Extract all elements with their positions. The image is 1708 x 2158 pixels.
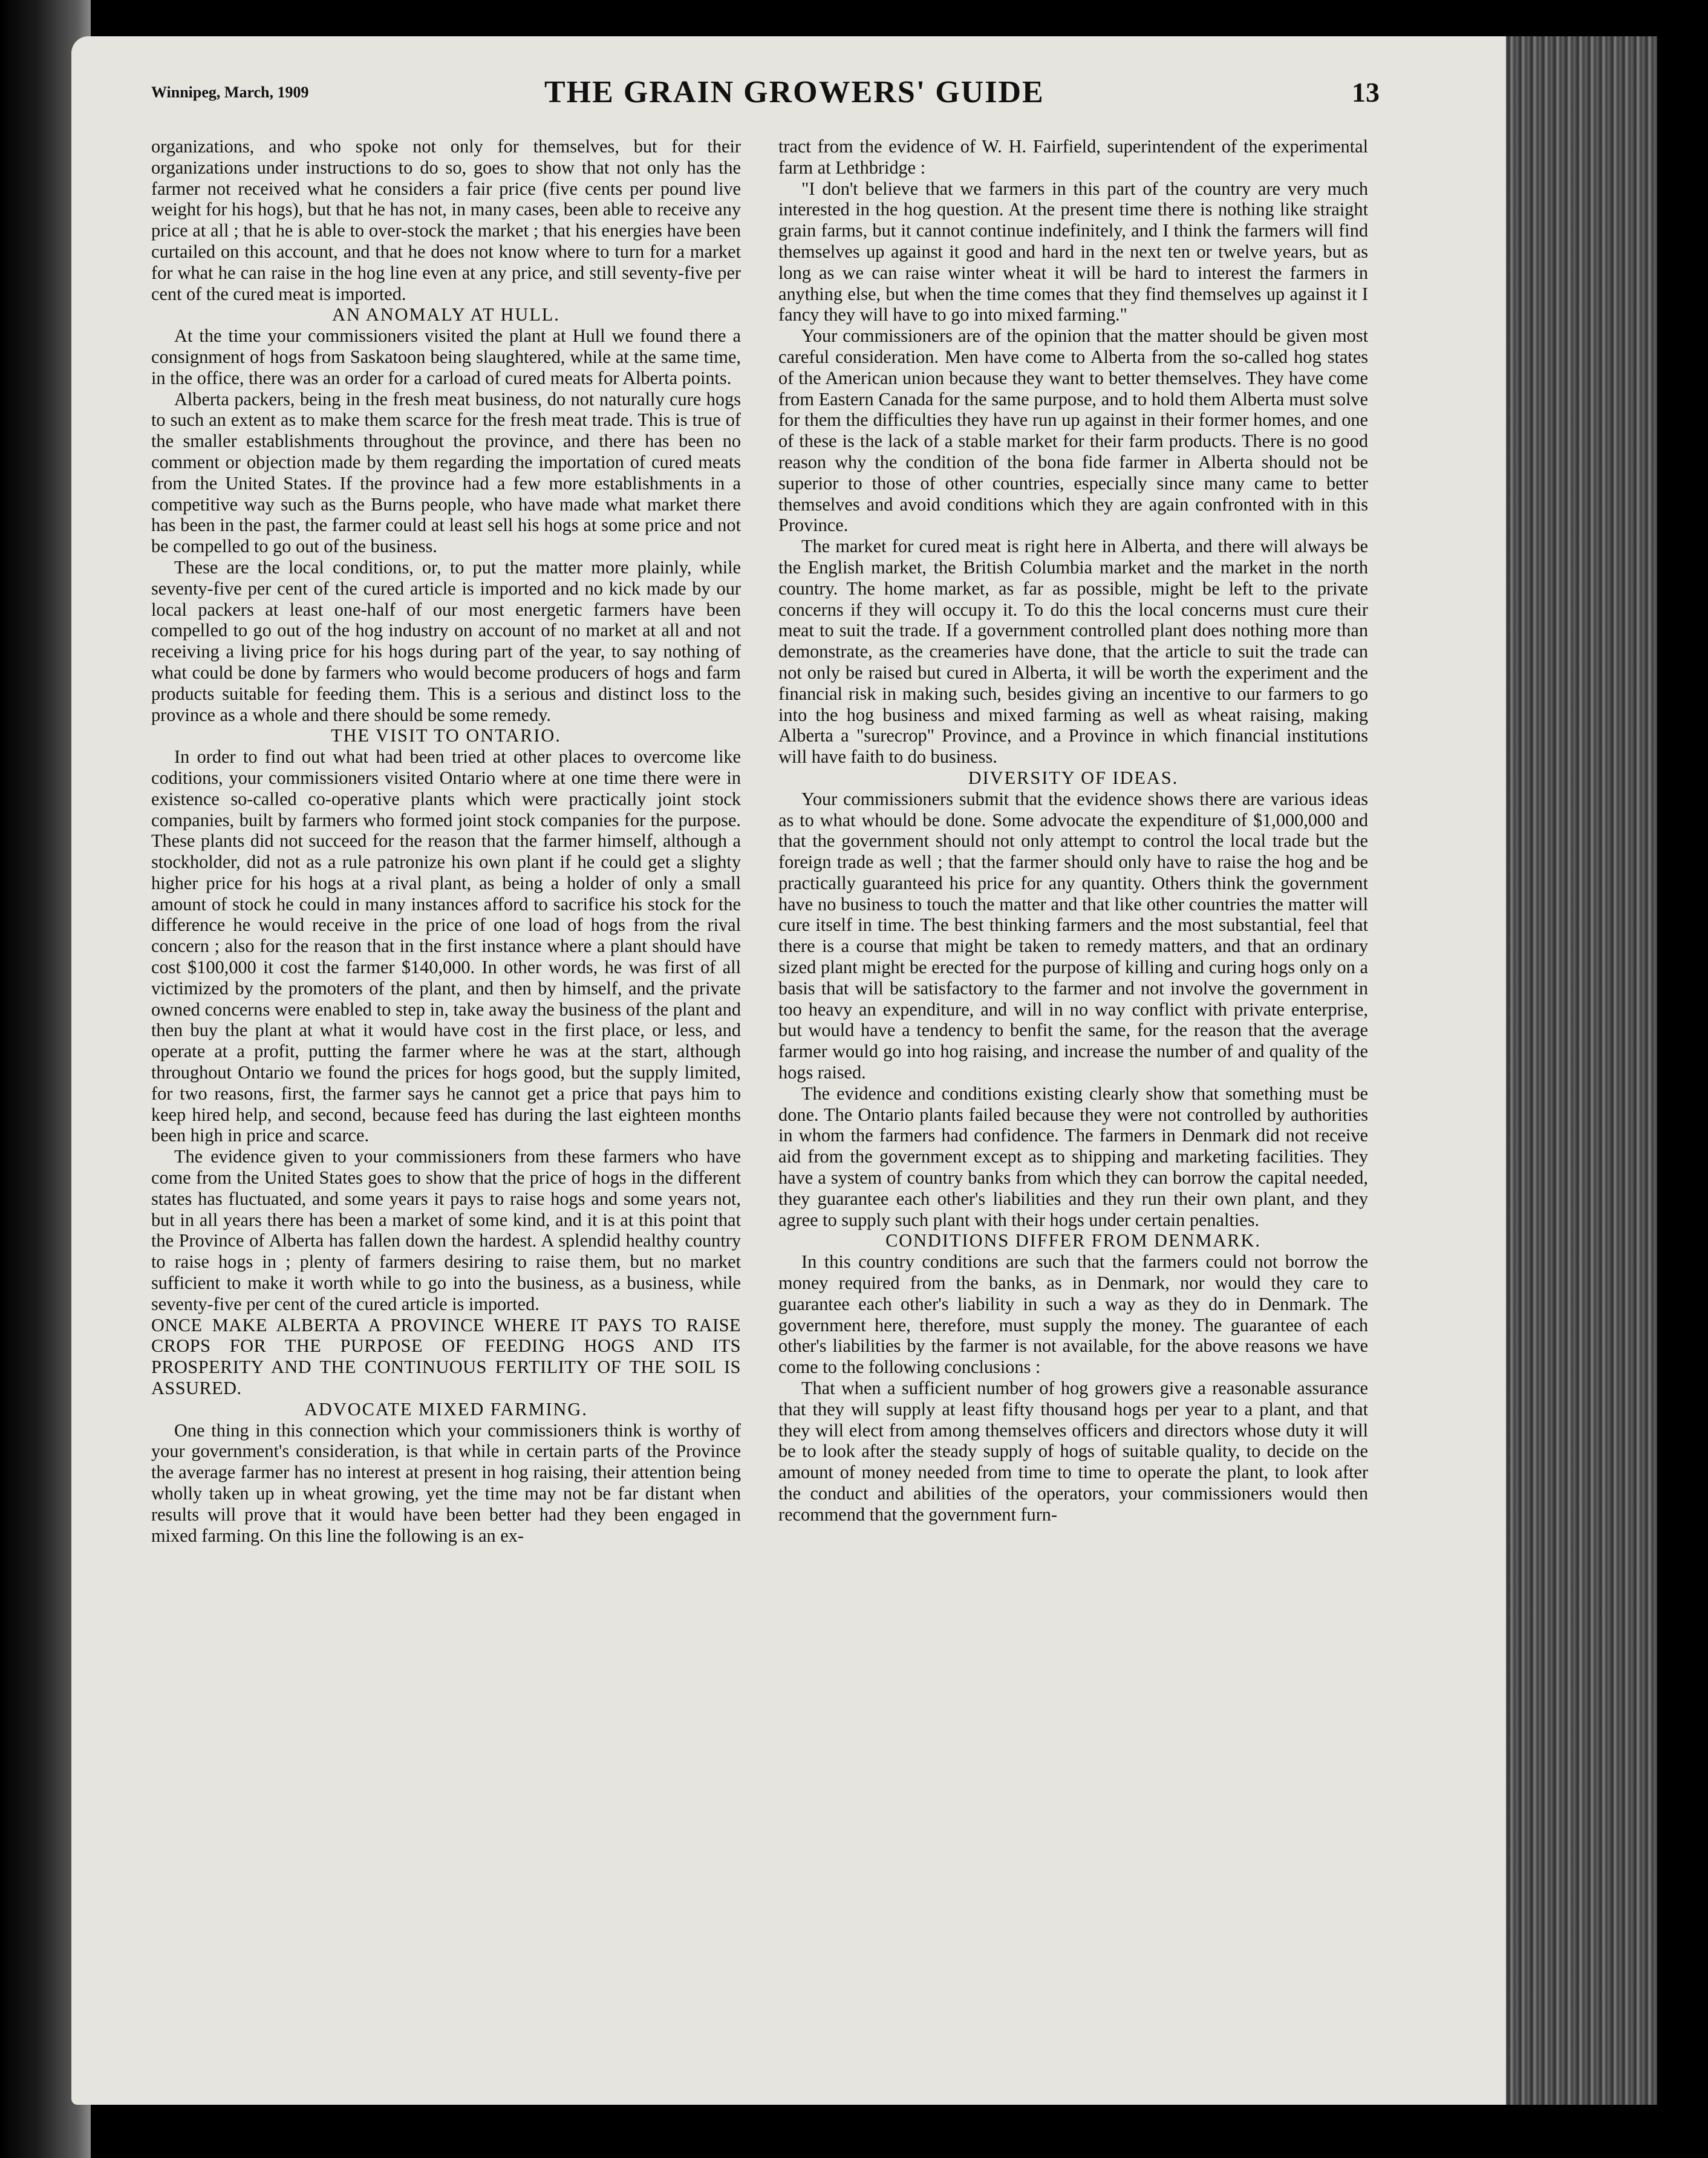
paragraph: At the time your commissioners visited the plant at Hull we found there a consignment of hogs from Saskatoon being slaughtered, while at the same time, in the office, there was an order for a carload of cured meats for Alberta points. bbox=[151, 325, 741, 388]
paragraph: In this country conditions are such that the farmers could not borrow the money required from the banks, as in Denmark, nor would they care to guarantee each other's liability in such a way as they do in Denmark. The government here, therefore, must supply the money. The guarantee of each other's liabilities by the farmer is not available, for the above reasons we have come to the following conclusions : bbox=[778, 1251, 1368, 1378]
left-column bbox=[151, 136, 741, 2059]
paragraph: organizations, and who spoke not only for themselves, but for their organizations under instructions to do so, goes to show that not only has the farmer not received what he considers a fair price (five cents per pound live weight for his hogs), but that he has not, in many cases, been able to receive any price at all ; that he is able to over-stock the market ; that his energies have been curtailed on this account, and that he does not know where to turn for a market for what he can raise in the hog line even at any price, and still seventy-five per cent of the cured meat is imported. bbox=[151, 136, 741, 304]
paragraph: The evidence given to your commissioners from these farmers who have come from the United States goes to show that the price of hogs in the different states has fluctuated, and some years it pays to raise hogs and some years not, but in all years there has been a market of some kind, and it is at this point that the Province of Alberta has fallen down the hardest. A splendid healthy country to raise hogs in ; plenty of farmers desiring to raise them, but no market sufficient to make it worth while to go into the business, as a business, while seventy-five per cent of the cured article is imported. bbox=[151, 1146, 741, 1314]
section-heading: DIVERSITY OF IDEAS. bbox=[968, 767, 1179, 788]
header-title: THE GRAIN GROWERS' GUIDE bbox=[544, 75, 1045, 109]
paragraph: The market for cured meat is right here in Alberta, and there will always be the English market, the British Columbia market and the market in the north country. The home market, as far as possible, might be left to the private concerns if they will occupy it. To do this the local concerns must cure their meat to suit the trade. If a government controlled plant does nothing more than demonstrate, as the creameries have done, that the article to suit the trade can not only be raised but cured in Alberta, it will be worth the experiment and the financial risk in making such, besides giving an incentive to our farmers to go into the hog business and mixed farming as well as wheat raising, making Alberta a "surecrop" Province, and a Province in which financial institutions will have faith to do business. bbox=[778, 536, 1368, 768]
paragraph: Your commissioners submit that the evidence shows there are various ideas as to what whould be done. Some advocate the expenditure of $1,000,000 and that the government should not only attempt to control the local trade but the foreign trade as well ; that the farmer should only have to raise the hog and be practically guaranteed his price for any quantity. Others think the government have no business to touch the matter and that like other countries the matter will cure itself in time. The best thinking farmers and the most substantial, feel that there is a course that might be taken to remedy matters, and that an ordinary sized plant might be erected for the purpose of killing and curing hogs only on a basis that will be satisfactory to the farmer and not involve the government in too heavy an expenditure, and will in no way conflict with private enterprise, but would have a tendency to benfit the same, for the reason that the average farmer would go into hog raising, and increase the number of and quality of the hogs raised. bbox=[778, 788, 1368, 1083]
quote-paragraph: "I don't believe that we farmers in this part of the country are very much interested in the hog question. At the present time there is nothing like straight grain farms, but it cannot continue indefinitely, and I think the farmers will find themselves up against it good and hard in the next ten or twelve years, but as long as we can raise winter wheat it will be hard to interest the farmers in anything else, but when the time comes that they find themselves up against it I fancy they will have to go into mixed farming." bbox=[778, 178, 1368, 325]
emphasis-paragraph: ONCE MAKE ALBERTA A PROVINCE WHERE IT PAYS TO RAISE CROPS FOR THE PURPOSE OF FEEDING HOGS AND ITS PROSPERITY AND THE CONTINUOUS FERTILITY OF THE SOIL IS ASSURED. bbox=[151, 1314, 741, 1399]
paragraph: Your commissioners are of the opinion that the matter should be given most careful consideration. Men have come to Alberta from the so-called hog states of the American union because they want to better themselves. They have come from Eastern Canada for the same purpose, and to hold them Alberta must solve for them the difficulties they have run up against in their former homes, and one of these is the lack of a stable market for their farm products. There is no good reason why the condition of the bona fide farmer in Alberta should not be superior to those of other countries, especially since many came to better themselves and avoid conditions which they are again confronted with in this Province. bbox=[778, 325, 1368, 536]
section-heading: THE VISIT TO ONTARIO. bbox=[331, 725, 561, 746]
scan-right-shadow bbox=[1657, 0, 1708, 2158]
section-heading: CONDITIONS DIFFER FROM DENMARK. bbox=[885, 1230, 1261, 1251]
page-stack-edge bbox=[1506, 36, 1657, 2105]
paragraph: In order to find out what had been tried at other places to overcome like coditions, your commissioners visited Ontario where at one time there were in existence so-called co-operative plants which were practically joint stock companies, built by farmers who formed joint stock companies for the purpose. These plants did not succeed for the reason that the farmer himself, although a stockholder, did not as a rule patronize his own plant if he could get a slighty higher price for his hogs at a rival plant, as being a holder of only a small amount of stock he could in many instances afford to sacrifice his stock for the difference he would receive in the price of one load of hogs from the rival concern ; also for the reason that in the first instance where a plant should have cost $100,000 it cost the farmer $140,000. In other words, he was first of all victimized by the promoters of the plant, and then by himself, and the private owned concerns were enabled to step in, take away the business of the plant and then buy the plant at what it would have cost in the first place, or less, and operate at a profit, putting the farmer where he was at the start, although throughout Ontario we found the prices for hogs good, but the supply limited, for two reasons, first, the farmer says he cannot get a price that pays him to keep hired help, and second, because feed has during the last eighteen months been high in price and scarce. bbox=[151, 746, 741, 1146]
header-page-number: 13 bbox=[1352, 77, 1380, 108]
section-heading: AN ANOMALY AT HULL. bbox=[332, 304, 560, 325]
paragraph: One thing in this connection which your commissioners think is worthy of your government's consideration, is that while in certain parts of the Province the average farmer has no interest at present in hog raising, their attention being wholly taken up in wheat growing, yet the time may not be far distant when results will prove that it would have been better had they been engaged in mixed farming. On this line the following is an ex- bbox=[151, 1420, 741, 1546]
header-dateline: Winnipeg, March, 1909 bbox=[151, 83, 309, 101]
paragraph: That when a sufficient number of hog growers give a reasonable assurance that they will supply at least fifty thousand hogs per year to a plant, and that they will elect from among themselves officers and directors whose duty it will be to look after the steady supply of hogs of suitable quality, to decide on the amount of money needed from time to time to operate the plant, to look after the conduct and abilities of the operators, your commissioners would then recommend that the government furn- bbox=[778, 1378, 1368, 1525]
right-column bbox=[778, 136, 1368, 2059]
paragraph: tract from the evidence of W. H. Fairfield, superintendent of the experimental farm at Lethbridge : bbox=[778, 136, 1368, 178]
paragraph: Alberta packers, being in the fresh meat business, do not naturally cure hogs to such an extent as to make them scarce for the fresh meat trade. This is true of the smaller establishments throughout the province, and there has been no comment or objection made by them regarding the importation of cured meats from the United States. If the province had a few more establishments in a competitive way such as the Burns people, who have made what market there has been in the past, the farmer could at least sell his hogs at some price and not be compelled to go out of the business. bbox=[151, 388, 741, 557]
paragraph: These are the local conditions, or, to put the matter more plainly, while seventy-five per cent of the cured article is imported and no kick made by our local packers at least one-half of our most energetic farmers have been compelled to go out of the hog industry on account of no market at all and not receiving a living price for his hogs during part of the year, to say nothing of what could be done by farmers who would become producers of hogs and farm products suitable for feeding them. This is a serious and distinct loss to the province as a whole and there should be some remedy. bbox=[151, 556, 741, 725]
paragraph: The evidence and conditions existing clearly show that something must be done. The Ontario plants failed because they were not controlled by authorities in whom the farmers had confidence. The farmers in Denmark did not receive aid from the government except as to shipping and marketing facilities. They have a system of country banks from which they can borrow the capital needed, they guarantee each other's liabilities and they run their own plant, and they agree to supply such plant with their hogs under certain penalties. bbox=[778, 1083, 1368, 1230]
page-header bbox=[151, 71, 1421, 126]
section-heading: ADVOCATE MIXED FARMING. bbox=[304, 1398, 588, 1420]
